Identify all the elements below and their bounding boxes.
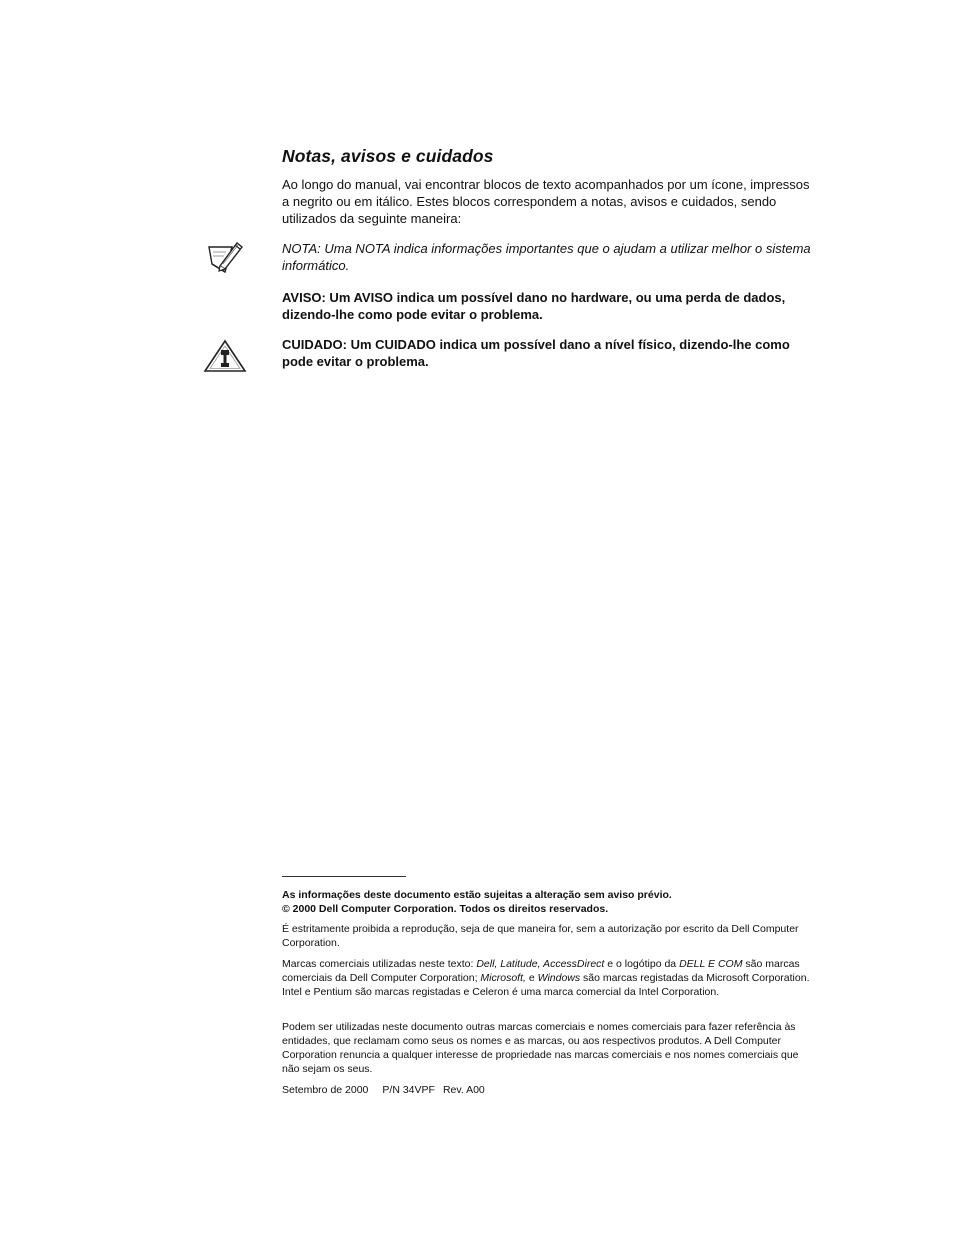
section-title: Notas, avisos e cuidados — [282, 146, 494, 166]
trademarks-text-3: são marcas comerciais da Dell Computer Corporation; — [282, 958, 800, 984]
trademarks-text-1: Marcas comerciais utilizadas neste texto: — [282, 958, 477, 970]
notice-text: AVISO: Um AVISO indica um possível dano no hardware, ou uma perda de dados, dizendo-lhe como pode evitar o problema. — [282, 290, 786, 322]
trademarks-paragraph — [282, 957, 812, 999]
trademarks-text-5: são marcas registadas da Microsoft Corporation. Intel e Pentium são marcas registadas e Celeron é uma marca comercial da Intel Corporation. — [282, 972, 810, 998]
part-number: P/N 34VPF — [382, 1084, 435, 1096]
caution-text: CUIDADO: Um CUIDADO indica um possível dano a nível físico, dizendo-lhe como pode evitar o problema. — [282, 337, 790, 369]
trademarks-microsoft: Microsoft, — [480, 972, 526, 984]
trademarks-windows: Windows — [537, 972, 581, 984]
reproduction-notice: É estritamente proibida a reprodução, seja de que maneira for, sem a autorização por escrito da Dell Computer Corporation. — [282, 923, 799, 949]
publication-date: Setembro de 2000 — [282, 1084, 369, 1096]
legal-notice — [282, 888, 812, 916]
trademarks-dell-logo: DELL E COM — [679, 958, 743, 970]
trademarks-text-2: e o logótipo da — [604, 958, 680, 970]
copyright-line: © 2000 Dell Computer Corporation. Todos os direitos reservados. — [282, 903, 609, 915]
other-trademarks-paragraph: Podem ser utilizadas neste documento outras marcas comerciais e nomes comerciais para fazer referência às entidades, que reclamam como seus os nomes e as marcas, ou aos respectivos produtos. A Dell Computer Corporation renuncia a qualquer interesse de propriedade nas marcas comerciais e nos nomes comerciais que não sejam os seus. — [282, 1021, 799, 1075]
note-pencil-icon — [206, 238, 246, 278]
intro-paragraph: Ao longo do manual, vai encontrar blocos de texto acompanhados por um ícone, impressos a negrito ou em itálico. Estes blocos correspondem a notas, avisos e cuidados, sendo utilizados da seguinte maneira: — [282, 177, 810, 226]
trademarks-dell-marks: Dell, Latitude, AccessDirect — [476, 958, 605, 970]
trademarks-text-4: e — [525, 972, 538, 984]
note-text: NOTA: Uma NOTA indica informações importantes que o ajudam a utilizar melhor o sistema informático. — [282, 241, 811, 273]
revision: Rev. A00 — [442, 1084, 485, 1096]
caution-triangle-icon — [203, 339, 247, 373]
footnote-divider — [282, 876, 406, 877]
legal-change-notice: As informações deste documento estão sujeitas a alteração sem aviso prévio. — [282, 889, 672, 901]
publication-info — [282, 1083, 812, 1097]
